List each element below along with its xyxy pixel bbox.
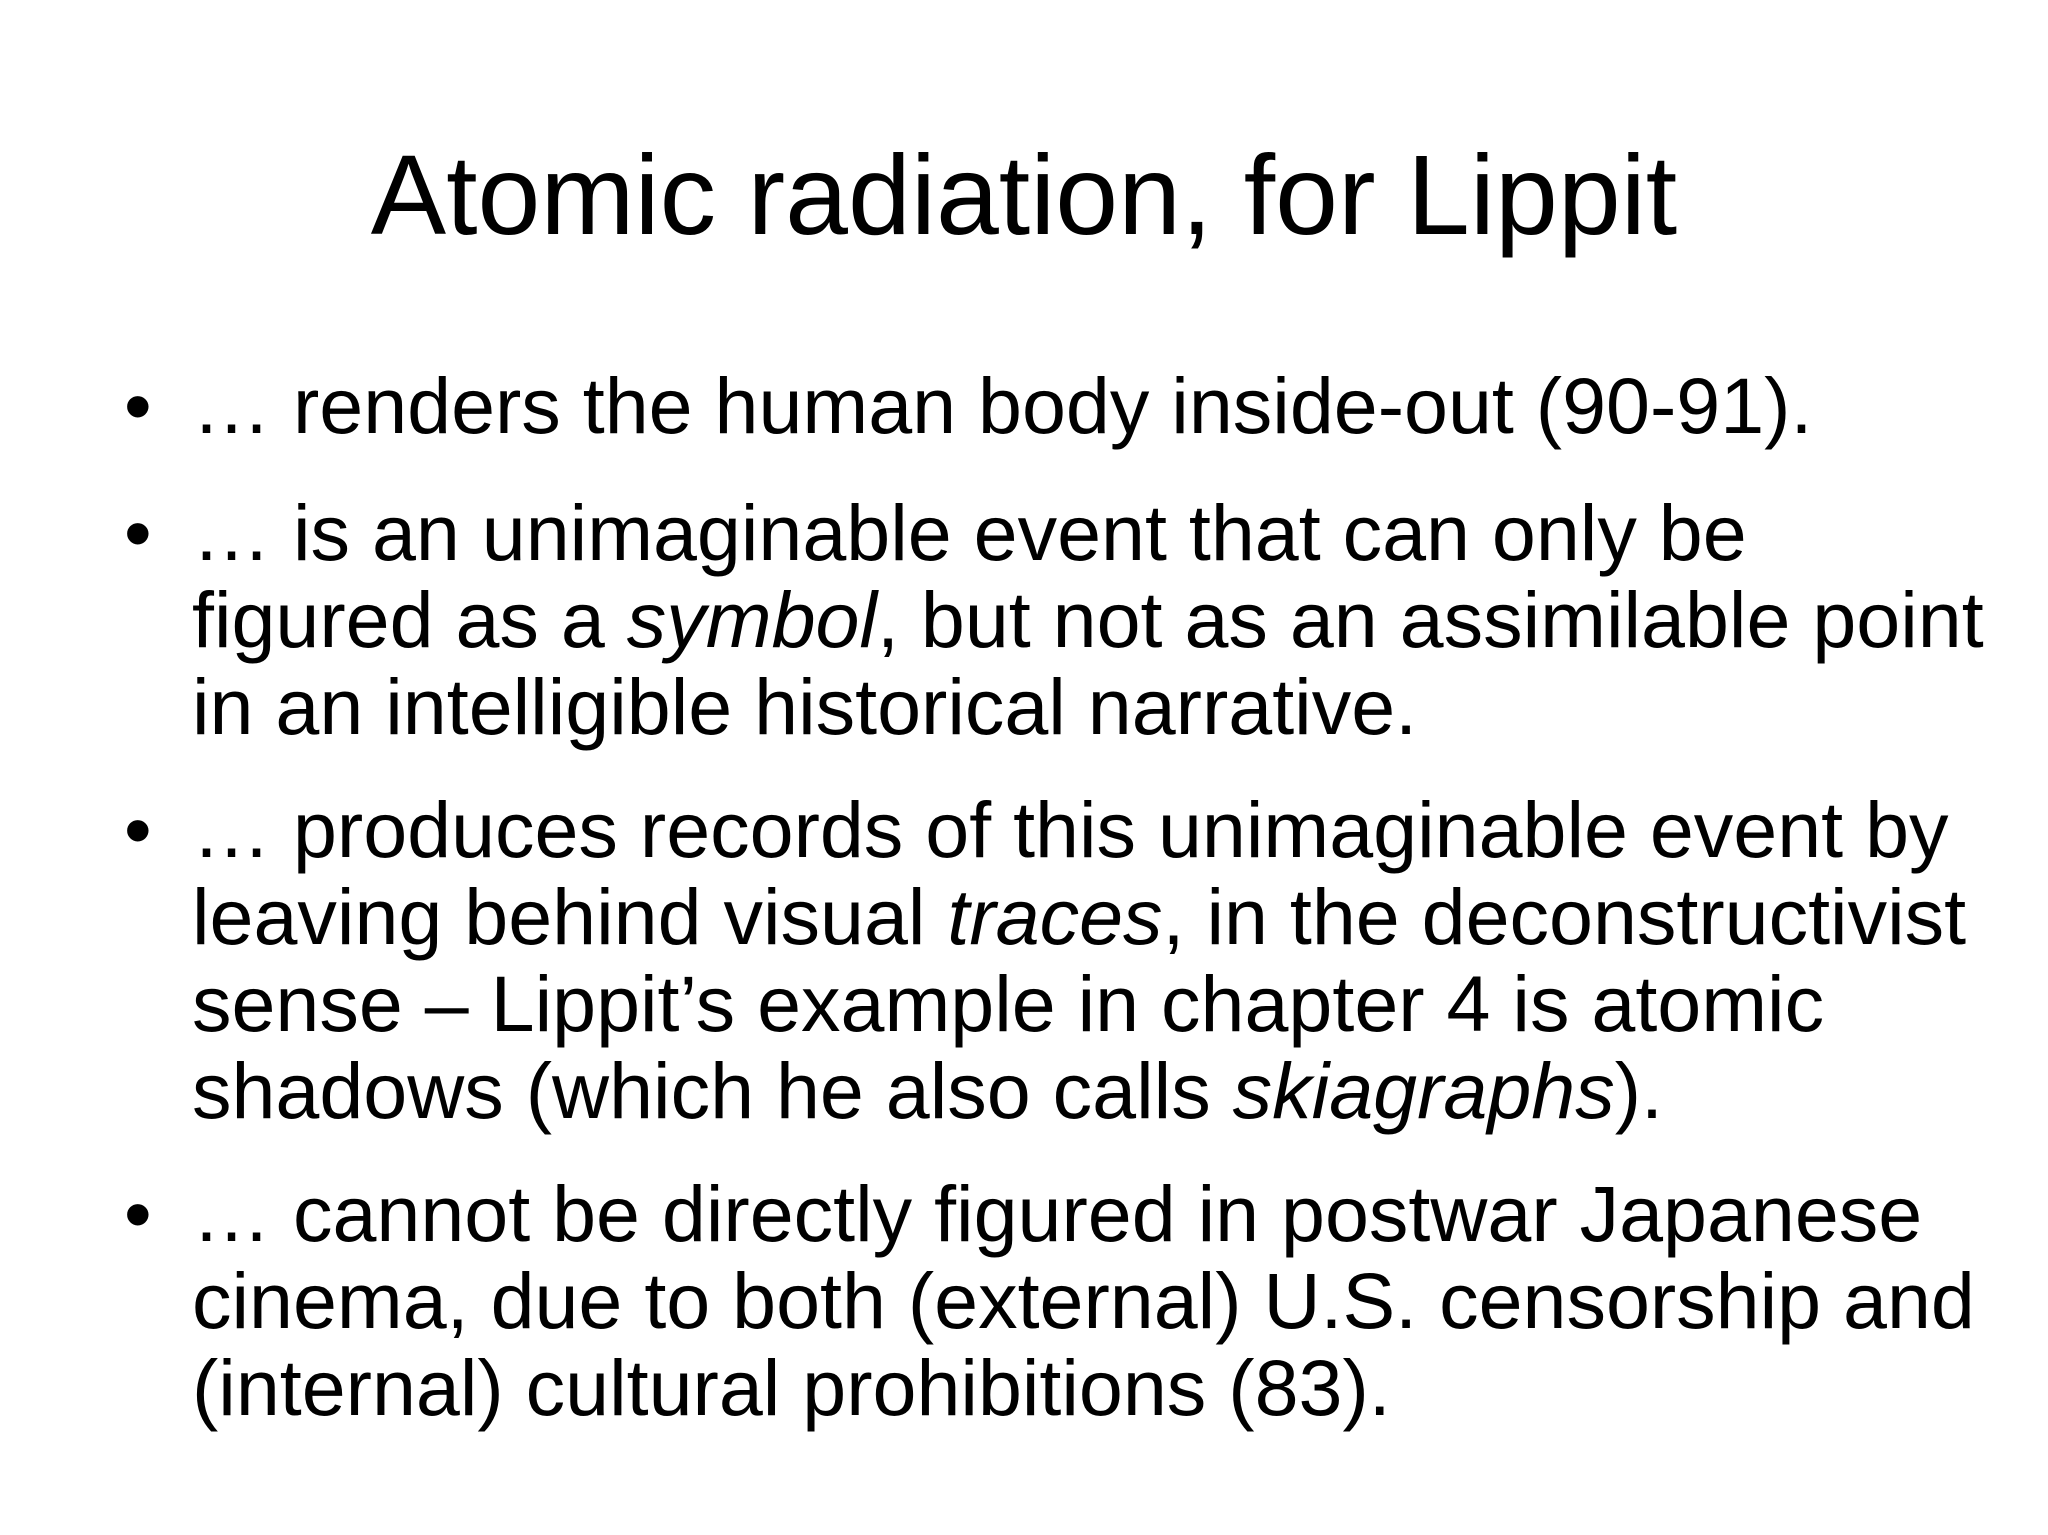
bullet-line [192,489,2004,576]
text-segment: … is an unimaginable event that can only be [192,488,1747,577]
text-segment: (internal) cultural prohibitions (83). [192,1343,1391,1432]
bullet-line [192,1257,2004,1344]
bullet-text [192,362,2004,449]
italic-term: skiagraphs [1232,1046,1615,1135]
text-segment: cinema, due to both (external) U.S. censorship and [192,1256,1975,1345]
bullet-line [192,1170,2004,1257]
bullet-point-icon: • [124,785,152,874]
text-segment: … renders the human body inside-out (90-91). [192,361,1813,450]
bullet-point-icon: • [124,1169,152,1258]
bullet-line [192,1047,2004,1134]
bullet-point-icon: • [124,361,152,450]
bullet-line [192,786,2004,873]
bullet-line [192,960,2004,1047]
slide-title: Atomic radiation, for Lippit [370,132,1678,258]
text-segment: shadows (which he also calls [192,1046,1233,1135]
bullet-line [192,362,2004,449]
bullet-line [192,576,2004,663]
text-segment: sense – Lippit’s example in chapter 4 is atomic [192,959,1825,1048]
bullet-line [192,663,2004,750]
bullet-line [192,873,2004,960]
bullet-line [192,1344,2004,1431]
text-segment: figured as a [192,575,627,664]
text-segment: … cannot be directly figured in postwar Japanese [192,1169,1923,1258]
bullet-text [192,786,2004,1134]
bullet-text [192,1170,2004,1431]
italic-term: symbol [626,575,878,664]
text-segment: , but not as an assimilable point [877,575,1984,664]
bullet-point-icon: • [124,488,152,577]
text-segment: … produces records of this unimaginable event by [192,785,1949,874]
text-segment: , in the deconstructivist [1162,872,1967,961]
bullet-text [192,489,2004,750]
text-segment: in an intelligible historical narrative. [192,662,1418,751]
italic-term: traces [947,872,1163,961]
text-segment: ). [1614,1046,1663,1135]
text-segment: leaving behind visual [192,872,948,961]
